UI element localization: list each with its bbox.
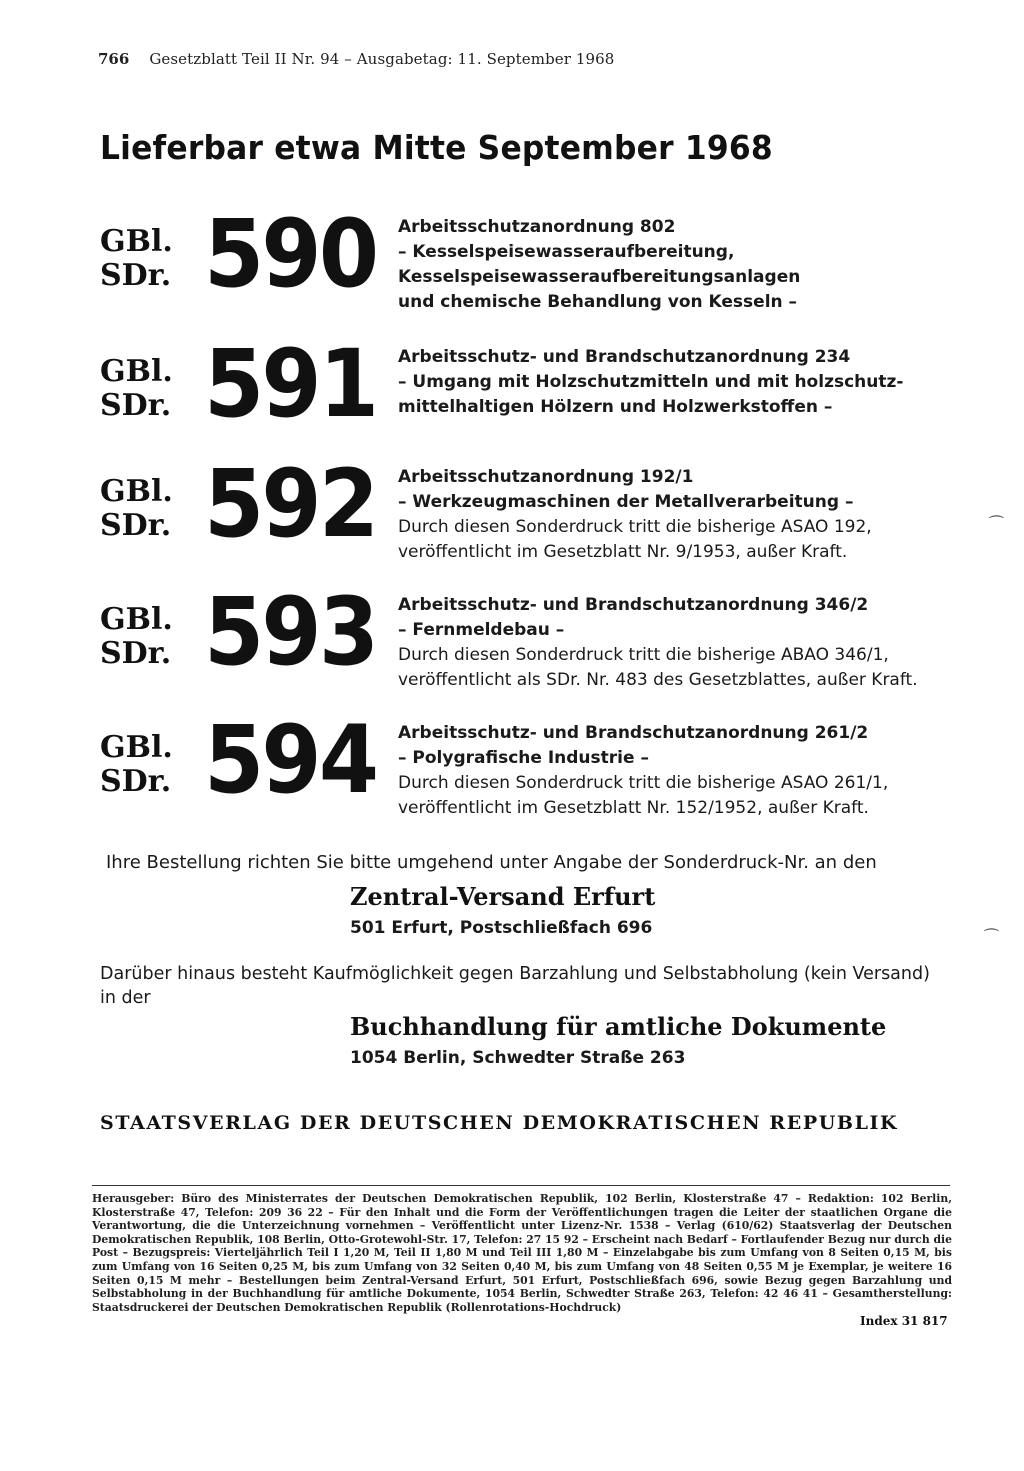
ordinance-title: Arbeitsschutzanordnung 192/1 <box>398 467 694 487</box>
margin-mark-icon: ⁀ <box>985 928 998 947</box>
special-print-number: 593 <box>204 578 377 687</box>
index-number: Index 31 817 <box>860 1314 948 1328</box>
bookshop-name: Buchhandlung für amtliche Dokumente <box>350 1012 887 1041</box>
gbl-sdr-label <box>100 355 173 423</box>
special-print-number: 592 <box>204 450 377 559</box>
repeal-note-cont: veröffentlicht im Gesetzblatt Nr. 9/1953, außer Kraft. <box>398 542 848 562</box>
ordinance-title: Arbeitsschutzanordnung 802 <box>398 217 676 237</box>
sdr-label: SDr. <box>100 764 172 799</box>
gbl-sdr-label <box>100 731 173 799</box>
gbl-label: GBl. <box>100 602 173 637</box>
ordinance-subject: – Werkzeugmaschinen der Metallverarbeitung – <box>398 492 854 512</box>
repeal-note-cont: veröffentlicht im Gesetzblatt Nr. 152/1952, außer Kraft. <box>398 798 869 818</box>
special-print-number: 591 <box>204 330 377 439</box>
ordinance-subject: – Kesselspeisewasseraufbereitung, <box>398 242 735 262</box>
entry-description <box>398 465 958 565</box>
entry-description <box>398 215 958 315</box>
special-print-entry-593 <box>100 578 960 703</box>
special-print-number: 590 <box>204 200 377 309</box>
ordinance-subject: – Polygrafische Industrie – <box>398 748 649 768</box>
page-header <box>98 50 788 68</box>
purchase-instructions: Darüber hinaus besteht Kaufmöglichkeit gegen Barzahlung und Selbstabholung (kein Versand) in der <box>100 964 930 1008</box>
gbl-label: GBl. <box>100 474 173 509</box>
order-instructions: Ihre Bestellung richten Sie bitte umgehend unter Angabe der Sonderdruck-Nr. an den <box>106 852 877 873</box>
ordinance-subject: – Umgang mit Holzschutzmitteln und mit holzschutz- <box>398 372 904 392</box>
publisher-name: STAATSVERLAG DER DEUTSCHEN DEMOKRATISCHEN REPUBLIK <box>100 1112 899 1134</box>
ordinance-title: Arbeitsschutz- und Brandschutzanordnung 261/2 <box>398 723 869 743</box>
special-print-entry-594 <box>100 706 960 831</box>
headline: Lieferbar etwa Mitte September 1968 <box>100 128 773 167</box>
sdr-label: SDr. <box>100 508 172 543</box>
special-print-entry-591 <box>100 330 960 455</box>
entry-description <box>398 593 958 693</box>
gbl-sdr-label <box>100 225 173 293</box>
imprint-divider <box>92 1185 950 1186</box>
sdr-label: SDr. <box>100 636 172 671</box>
repeal-note: Durch diesen Sonderdruck tritt die bisherige ASAO 192, <box>398 517 872 537</box>
special-print-entry-592 <box>100 450 960 575</box>
gbl-label: GBl. <box>100 730 173 765</box>
sdr-label: SDr. <box>100 388 172 423</box>
gbl-sdr-label <box>100 475 173 543</box>
sdr-label: SDr. <box>100 258 172 293</box>
gbl-sdr-label <box>100 603 173 671</box>
repeal-note: Durch diesen Sonderdruck tritt die bisherige ABAO 346/1, <box>398 645 889 665</box>
ordinance-title: Arbeitsschutz- und Brandschutzanordnung 346/2 <box>398 595 869 615</box>
margin-mark-icon: ⁀ <box>990 515 1003 534</box>
ordinance-title: Arbeitsschutz- und Brandschutzanordnung 234 <box>398 347 851 367</box>
gbl-label: GBl. <box>100 224 173 259</box>
special-print-number: 594 <box>204 706 377 815</box>
ordinance-subject-cont: Kesselspeisewasseraufbereitungsanlagen <box>398 267 801 287</box>
repeal-note: Durch diesen Sonderdruck tritt die bisherige ASAO 261/1, <box>398 773 889 793</box>
ordinance-subject: – Fernmeldebau – <box>398 620 565 640</box>
entry-description <box>398 721 958 821</box>
special-print-entry-590 <box>100 200 960 325</box>
repeal-note-cont: veröffentlicht als SDr. Nr. 483 des Gesetzblattes, außer Kraft. <box>398 670 918 690</box>
zentral-versand-name: Zentral-Versand Erfurt <box>350 882 656 911</box>
ordinance-subject-cont: mittelhaltigen Hölzern und Holzwerkstoffen – <box>398 397 833 417</box>
issue-title: Gesetzblatt Teil II Nr. 94 – Ausgabetag: 11. September 1968 <box>149 50 615 68</box>
bookshop-address: 1054 Berlin, Schwedter Straße 263 <box>350 1048 686 1068</box>
zentral-versand-address: 501 Erfurt, Postschließfach 696 <box>350 918 653 938</box>
ordinance-subject-cont2: und chemische Behandlung von Kesseln – <box>398 292 798 312</box>
gbl-label: GBl. <box>100 354 173 389</box>
entry-description <box>398 345 958 420</box>
imprint-text: Herausgeber: Büro des Ministerrates der Deutschen Demokratischen Republik, 102 Berlin, Klosterstraße 47 – Redaktion: 102 Berlin, Klosterstraße 47, Telefon: 209 36 22 – Für den Inhalt und die Form der Veröffentlichungen tragen die Leiter der staatlichen Organe die Verantwortung, die die Unterzeichnung vornehmen – Veröffentlicht unter Lizenz-Nr. 1538 – Verlag (610/62) Staatsverlag der Deutschen Demokratischen Republik, 108 Berlin, Otto-Grotewohl-Str. 17, Telefon: 27 15 92 – Erscheint nach Bedarf – Fortlaufender Bezug nur durch die Post – Bezugspreis: Vierteljährlich Teil I 1,20 M, Teil II 1,80 M und Teil III 1,80 M – Einzelabgabe bis zum Umfang von 8 Seiten 0,15 M, bis zum Umfang von 16 Seiten 0,25 M, bis zum Umfang von 32 Seiten 0,40 M, bis zum Umfang von 48 Seiten 0,55 M je Exemplar, je weitere 16 Seiten 0,15 M mehr – Bestellungen beim Zentral-Versand Erfurt, 501 Erfurt, Postschließfach 696, sowie Bezug gegen Barzahlung und Selbstabholung in der Buchhandlung für amtliche Dokumente, 1054 Berlin, Schwedter Straße 263, Telefon: 42 46 41 – Gesamtherstellung: Staatsdruckerei der Deutschen Demokratischen Republik (Rollenrotations-Hochdruck) <box>92 1192 952 1314</box>
page-number: 766 <box>98 50 130 68</box>
